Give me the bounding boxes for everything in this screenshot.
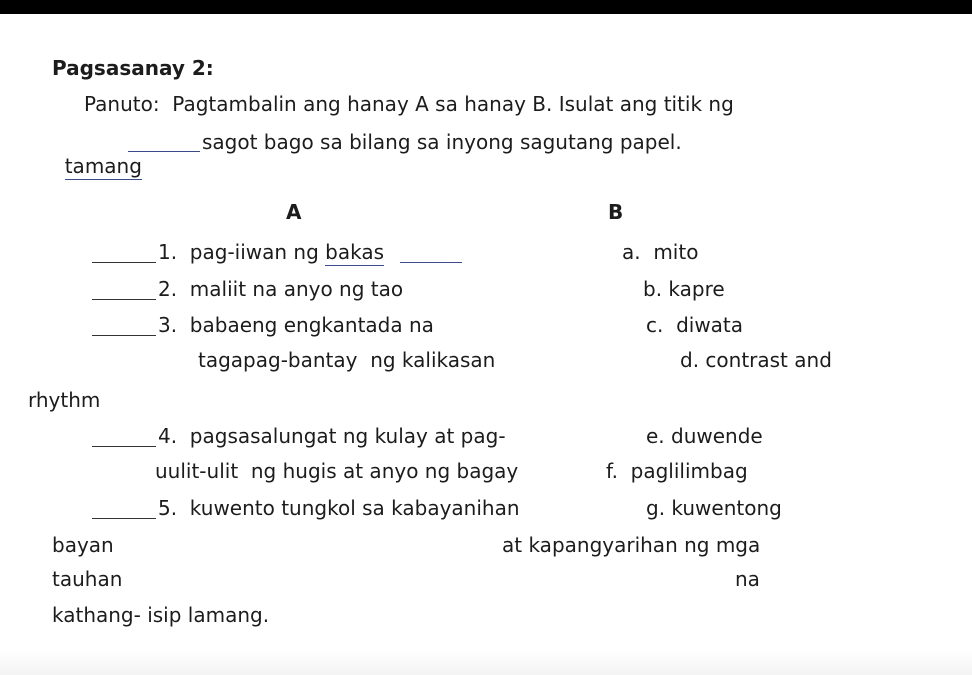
- item-a-4: 4. pagsasalungat ng kulay at pag-: [158, 424, 506, 448]
- item-a-4-continued: uulit-ulit ng hugis at anyo ng bagay: [155, 459, 519, 483]
- item-a-1-text: 1. pag-iiwan ng: [158, 240, 326, 264]
- underline-extension: [400, 262, 462, 263]
- underlined-word-tamang: tamang: [64, 154, 142, 178]
- item-b-a: a. mito: [622, 240, 699, 264]
- item-a-5: 5. kuwento tungkol sa kabayanihan: [158, 496, 520, 520]
- column-header-b: B: [608, 200, 624, 224]
- item-b-d: d. contrast and: [680, 348, 832, 372]
- answer-blank-line: [128, 151, 200, 152]
- answer-blank-2: [92, 299, 156, 300]
- instruction-line-2-rest: sagot bago sa bilang sa inyong sagutang papel.: [202, 130, 682, 154]
- wrap-at-kapangyarihan: at kapangyarihan ng mga: [502, 533, 761, 557]
- item-b-e: e. duwende: [646, 424, 763, 448]
- answer-blank-5: [92, 518, 156, 519]
- instruction-line-2: [52, 130, 142, 178]
- wrap-tauhan: tauhan: [52, 567, 123, 591]
- item-a-3: 3. babaeng engkantada na: [158, 313, 434, 337]
- answer-blank-3: [92, 335, 156, 336]
- item-a-3-continued: tagapag-bantay ng kalikasan: [198, 348, 496, 372]
- item-b-c: c. diwata: [646, 313, 744, 337]
- item-b-f: f. paglilimbag: [606, 459, 748, 483]
- exercise-title: Pagsasanay 2:: [52, 56, 214, 80]
- wrap-bayan: bayan: [52, 533, 114, 557]
- answer-blank-1: [92, 262, 156, 263]
- bottom-shadow: [0, 650, 972, 675]
- item-a-1-underlined: bakas: [325, 240, 385, 264]
- item-b-b: b. kapre: [643, 277, 725, 301]
- item-a-2: 2. maliit na anyo ng tao: [158, 277, 404, 301]
- instruction-line-1: Panuto: Pagtambalin ang hanay A sa hanay B. Isulat ang titik ng: [84, 92, 734, 116]
- answer-blank-4: [92, 446, 156, 447]
- column-header-a: A: [286, 200, 302, 224]
- wrap-na: na: [735, 567, 760, 591]
- item-b-g: g. kuwentong: [646, 496, 782, 520]
- top-black-bar: [0, 0, 972, 14]
- wrap-kathang-isip: kathang- isip lamang.: [52, 603, 270, 627]
- wrap-rhythm: rhythm: [28, 388, 101, 412]
- item-a-1: [158, 240, 384, 264]
